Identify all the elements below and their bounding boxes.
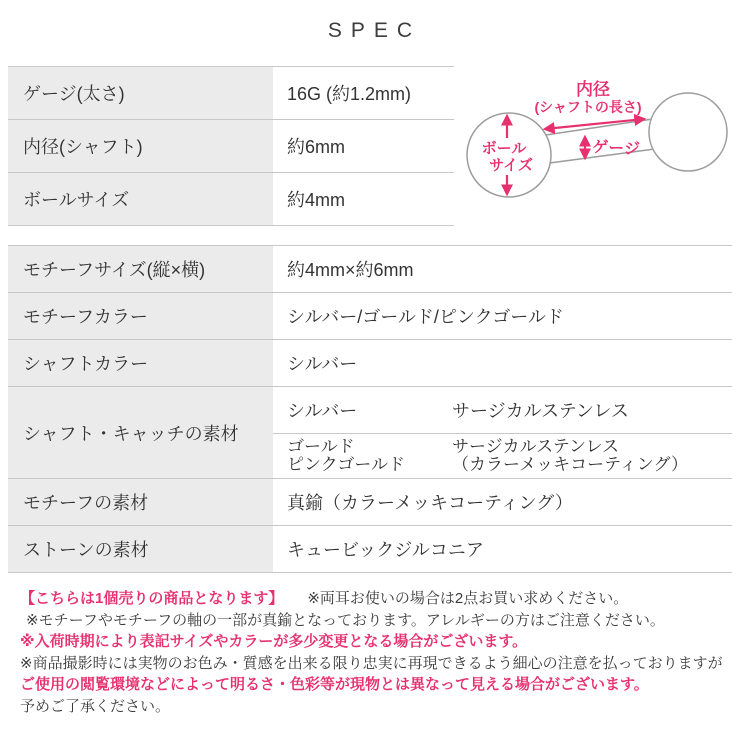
ball-size-label-line1: ボール bbox=[481, 140, 527, 157]
material-color-gold-line2: ピンクゴールド bbox=[287, 455, 405, 474]
barbell-size-diagram bbox=[455, 63, 740, 228]
spec-label-ball-size: ボールサイズ bbox=[8, 173, 273, 225]
spec-label-motif-color: モチーフカラー bbox=[8, 293, 273, 339]
material-value-silver: サージカルステンレス bbox=[452, 401, 629, 421]
table-row bbox=[8, 293, 732, 340]
material-subrow-gold bbox=[273, 434, 732, 478]
spec-value-shaft-color: シルバー bbox=[273, 340, 732, 386]
spec-value-motif-color: シルバー/ゴールド/ピンクゴールド bbox=[273, 293, 732, 339]
spec-value-shaft-catch-material bbox=[273, 387, 732, 478]
material-spec-table bbox=[8, 245, 732, 573]
gauge-label: ゲージ bbox=[591, 139, 641, 159]
spec-label-stone-material: ストーンの素材 bbox=[8, 526, 273, 572]
note-single-item-highlight: 【こちらは1個売りの商品となります】 bbox=[20, 590, 284, 607]
ball-size-label-line2: サイズ bbox=[489, 157, 533, 174]
material-color-gold-line1: ゴールド bbox=[287, 437, 355, 456]
barbell-right-ball-outline bbox=[649, 93, 727, 171]
table-row bbox=[8, 340, 732, 387]
size-spec-table bbox=[8, 66, 454, 226]
table-row-shaft-material bbox=[8, 387, 732, 479]
material-subrow-silver bbox=[273, 387, 732, 434]
material-color-silver: シルバー bbox=[287, 401, 358, 421]
spec-value-inner-diameter: 約6mm bbox=[273, 120, 454, 172]
note-both-ears: ※両耳お使いの場合は2点お買い求めください。 bbox=[307, 590, 629, 607]
spec-label-shaft-color: シャフトカラー bbox=[8, 340, 273, 386]
spec-value-motif-material: 真鍮（カラーメッキコーティング） bbox=[273, 479, 732, 525]
table-row bbox=[8, 120, 454, 173]
spec-label-motif-material: モチーフの素材 bbox=[8, 479, 273, 525]
spec-value-stone-material: キュービックジルコニア bbox=[273, 526, 732, 572]
table-row bbox=[8, 246, 732, 293]
inner-diameter-label-line2: (シャフトの長さ) bbox=[534, 99, 642, 115]
note-line-1 bbox=[20, 588, 730, 610]
table-row bbox=[8, 67, 454, 120]
spec-label-shaft-catch-material: シャフト・キャッチの素材 bbox=[8, 387, 273, 478]
note-line-4: ※商品撮影時には実物のお色み・質感を出来る限り忠実に再現できるよう細心の注意を払っておりますが bbox=[20, 654, 723, 672]
footer-notes bbox=[20, 588, 730, 717]
page-title: SPEC bbox=[327, 19, 422, 42]
spec-label-motif-size: モチーフサイズ(縦×横) bbox=[8, 246, 273, 292]
material-value-gold bbox=[452, 438, 732, 474]
spec-value-motif-size: 約4mm×約6mm bbox=[273, 246, 732, 292]
note-line-6: 予めご了承ください。 bbox=[20, 697, 171, 715]
spec-label-gauge: ゲージ(太さ) bbox=[8, 67, 273, 119]
note-line-2: ※モチーフやモチーフの軸の一部が真鍮となっております。アレルギーの方はご注意ください。 bbox=[26, 611, 665, 629]
material-value-gold-line2: （カラーメッキコーティング） bbox=[452, 455, 688, 474]
material-color-gold bbox=[287, 438, 452, 474]
table-row bbox=[8, 173, 454, 226]
table-row bbox=[8, 526, 732, 573]
spec-label-inner-diameter: 内径(シャフト) bbox=[8, 120, 273, 172]
note-line-3: ※入荷時期により表記サイズやカラーが多少変更となる場合がございます。 bbox=[20, 633, 528, 650]
inner-diameter-label-line1: 内径 bbox=[576, 80, 610, 99]
material-value-gold-line1: サージカルステンレス bbox=[452, 437, 620, 456]
table-row bbox=[8, 479, 732, 526]
spec-value-ball-size: 約4mm bbox=[273, 173, 454, 225]
spec-value-gauge: 16G (約1.2mm) bbox=[273, 67, 454, 119]
note-line-5: ご使用の閲覧環境などによって明るさ・色彩等が現物とは異なって見える場合がございます。 bbox=[20, 676, 649, 693]
